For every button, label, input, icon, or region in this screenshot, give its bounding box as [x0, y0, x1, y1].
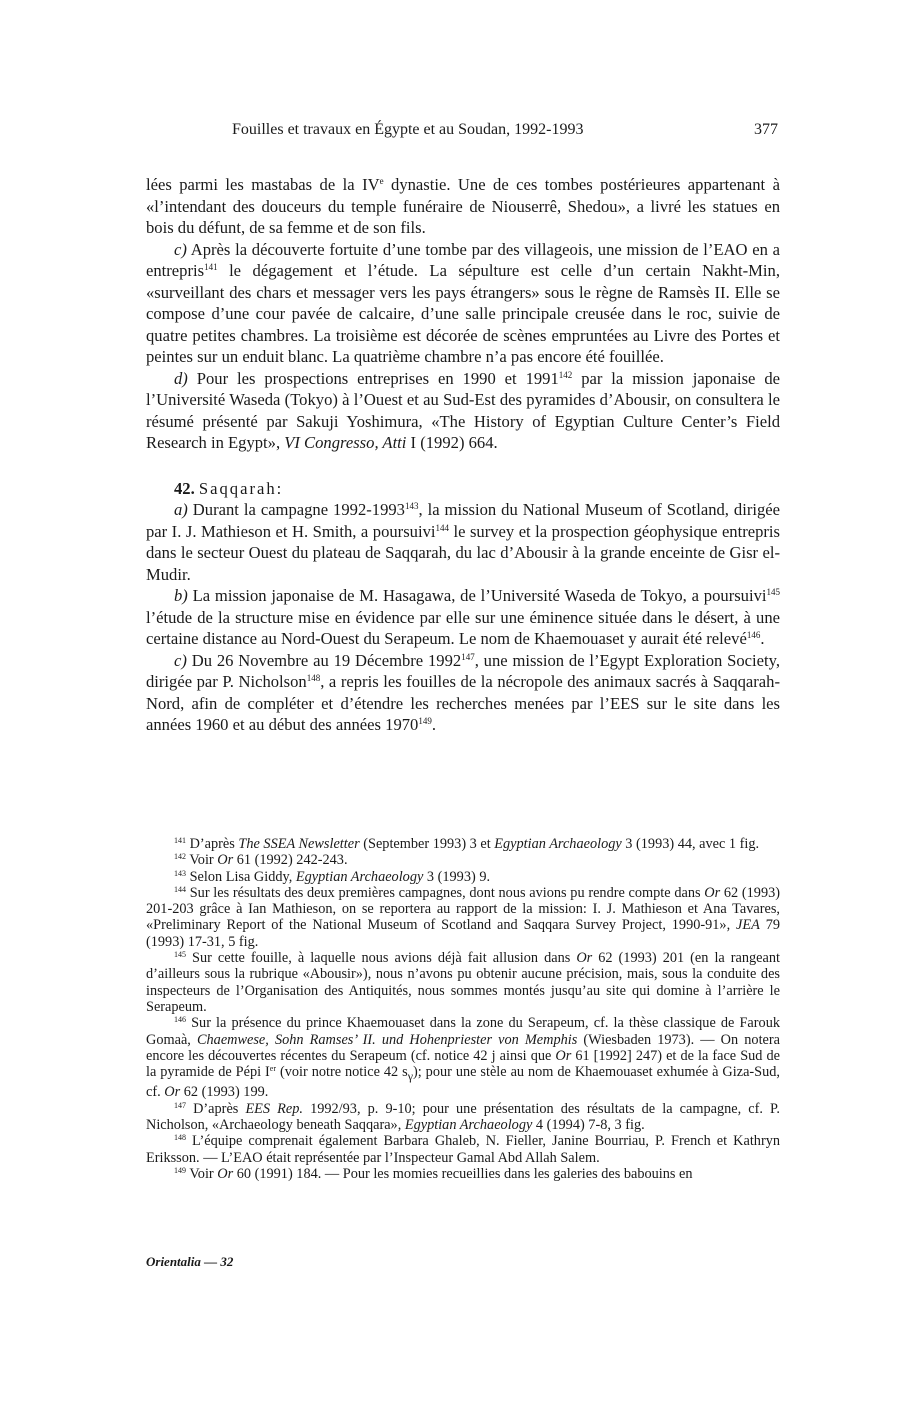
footnote-147: $^{147}$ D’après EES Rep. 1992/93, p. 9-10; pour une présentation des résultats de la campagne, cf. P. Nicholson, «Archaeology beneath Saqqara», Egyptian Archaeology 4 (1994) 7-8, 3 fig.	[146, 1100, 780, 1133]
body-text	[146, 174, 780, 736]
footnote-141: $^{141}$ D’après The SSEA Newsletter (September 1993) 3 et Egyptian Archaeology 3 (1993) 44, avec 1 fig.	[174, 836, 760, 852]
page-number: 377	[754, 121, 778, 138]
section-heading	[146, 478, 780, 500]
footnote-143: $^{143}$ Selon Lisa Giddy, Egyptian Archaeology 3 (1993) 9.	[174, 868, 491, 885]
footnote-ref-141: 141	[204, 262, 218, 272]
footnote-146: $^{146}$ Sur la présence du prince Khaemouaset dans la zone du Serapeum, cf. la thèse classique de Farouk Gomaà, Chaemwese, Sohn Ramses’ II. und Hohenpriester von Memphis (Wiesbaden 1973). — On notera encore les découvertes récentes du Serapeum (cf. notice 42 j ainsi que Or 61 [1992] 247) et de la face Sud de la pyramide de Pépi Ier (voir notre notice 42 $s_\gamma$); pour une stèle au nom de Khaemouaset exhumée à Giza-Sud, cf. Or 62 (1993) 199.	[146, 1015, 780, 1101]
paragraph-continuation: lées parmi les mastabas de la IVe dynastie. Une de ces tombes postérieures appartenant à «l’intendant des douceurs du temple funéraire de Niouserrê, Shedou», a livré les statues en bois du défunt, de sa femme et de son fils.	[146, 175, 780, 237]
footnote-149: $^{149}$ Voir Or 60 (1991) 184. — Pour les momies recueillies dans les galeries des babouins en	[174, 1165, 693, 1182]
footnote-145: $^{145}$ Sur cette fouille, à laquelle nous avions déjà fait allusion dans Or 62 (1993) 201 (en la rangeant d’ailleurs sous la rubrique «Abousir»), nous n’avons pu obtenir aucune précision, mais, sous la conduite des inspecteurs de l’Organisation des Antiquités, nous sommes montés jusqu’au site qui domine à l’arrière le Serapeum.	[146, 950, 780, 1015]
paragraph-d: d) Pour les prospections entreprises en 1990 et 1991$^{142}$ par la mission japonaise de l’Université Waseda (Tokyo) à l’Ouest et au Sud-Est des pyramides d’Abousir, on consultera le résumé présenté par Sakuji Yoshimura, «The History of Egyptian Culture Center’s Field Research in Egypt», VI Congresso, Atti I (1992) 664.	[146, 368, 781, 452]
footnote-144: $^{144}$ Sur les résultats des deux premières campagnes, dont nous avions pu rendre compte dans Or 62 (1993) 201-203 grâce à Ian Mathieson, on se reportera au rapport de la mission: I. J. Mathieson et Ana Tavares, «Preliminary Report of the National Museum of Scotland and Saqqara Survey Project, 1990-91», JEA 79 (1993) 17-31, 5 fig.	[146, 884, 781, 950]
footnote-142: $^{142}$ Voir Or 61 (1992) 242-243.	[174, 852, 348, 869]
footnotes	[146, 836, 780, 1182]
paragraph-saqqarah-a: a) Durant la campagne 1992-1993$^{143}$, la mission du National Museum of Scotland, dirigée par I. J. Mathieson et H. Smith, a poursuivi$^{144}$ le survey et la prospection géophysique entrepris dans le secteur Ouest du plateau de Saqqarah, du lac d’Abousir à la grande enceinte de Gisr el-Mudir.	[146, 500, 780, 584]
paragraph-saqqarah-b: b) La mission japonaise de M. Hasagawa, de l’Université Waseda de Tokyo, a poursuivi$^{145}$ l’étude de la structure mise en évidence par elle sur une éminence située dans le désert, à une certaine distance au Nord-Ouest du Serapeum. Le nom de Khaemouaset y aurait été relevé$^{146}$.	[146, 586, 780, 648]
signature-mark: Orientalia — 32	[146, 1254, 234, 1269]
paragraph-saqqarah-c: c) Du 26 Novembre au 19 Décembre 1992$^{147}$, une mission de l’Egypt Exploration Society, dirigée par P. Nicholson$^{148}$, a repris les fouilles de la nécropole des animaux sacrés à Saqqarah-Nord, afin de compléter et d’étendre les recherches menées par l’EES sur le site dans les années 1960 et au début des années 1970$^{149}$.	[146, 650, 780, 734]
footnote-148: $^{148}$ L’équipe comprenait également Barbara Ghaleb, N. Fieller, Janine Bourriau, P. French et Kathryn Eriksson. — L’EAO était représentée par l’Inspecteur Gamal Abd Allah Salem.	[146, 1133, 780, 1166]
footnote-ref-142: 142	[558, 369, 573, 380]
paragraph-c: c) Après la découverte fortuite d’une tombe par des villageois, une mission de l’EAO en a entrepris$^{141}$ le dégagement et l’étude. La sépulture est celle d’un certain Nakht-Min, «surveillant des chars et messager vers les pays étrangers» sous le règne de Ramsès II. Elle se compose d’une cour pavée de calcaire, d’une salle principale creusée dans le roc, suivie de quatre petites chambres. La troisième est décorée de scènes empruntées au Livre des Portes et peintes sur un enduit blanc. La quatrième chambre n’a pas encore été fouillée.	[146, 239, 780, 366]
section-title: Saqqarah:	[198, 478, 284, 498]
section-number: 42.	[174, 478, 195, 498]
running-title: Fouilles et travaux en Égypte et au Soudan, 1992-1993	[232, 121, 584, 138]
